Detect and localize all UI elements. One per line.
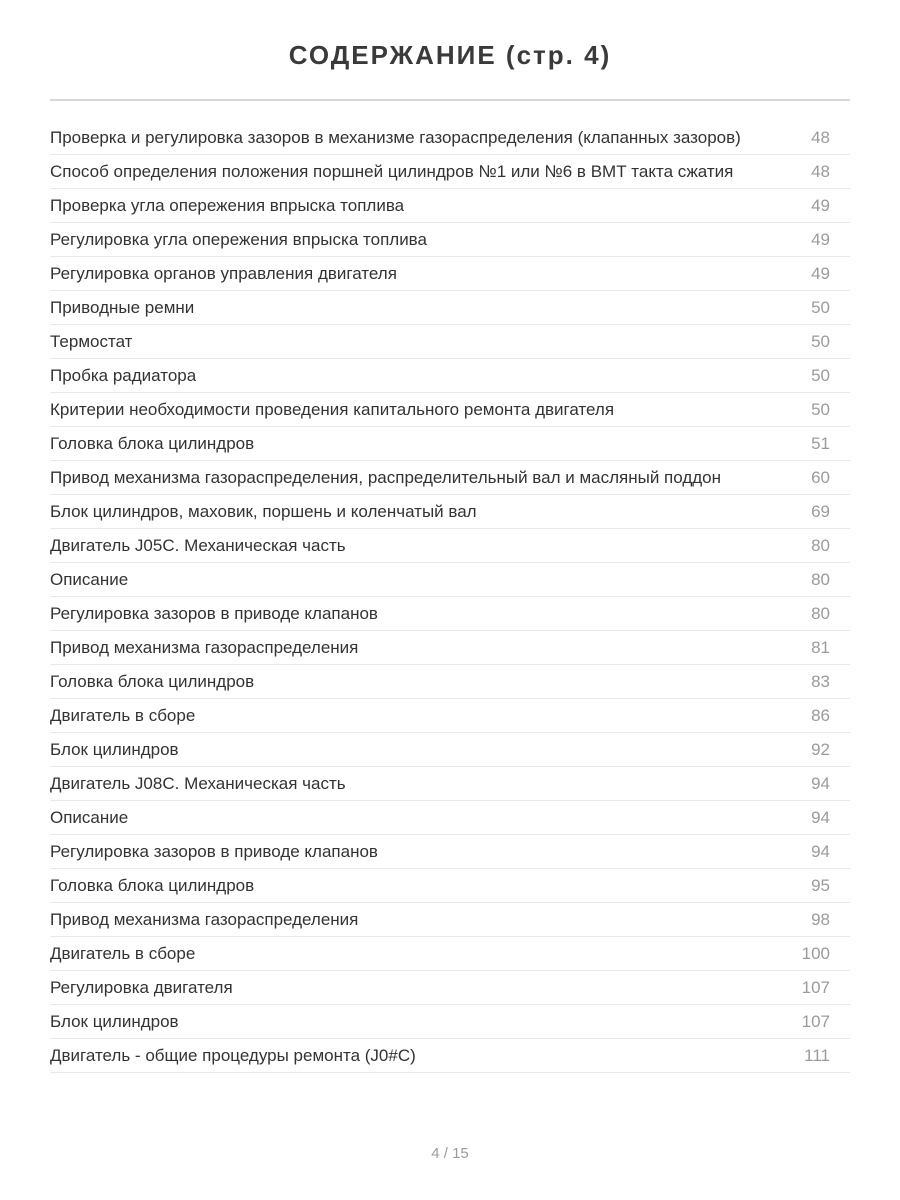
toc-entry-page-number: 48	[811, 161, 830, 181]
toc-entry-page-number: 51	[811, 433, 830, 453]
toc-entry-label: Регулировка органов управления двигателя	[50, 263, 397, 283]
toc-entry-page-number: 95	[811, 875, 830, 895]
toc-entry-row	[50, 461, 850, 495]
toc-entry-label: Головка блока цилиндров	[50, 433, 255, 453]
toc-entry-row	[50, 835, 850, 869]
toc-entry-row	[50, 427, 850, 461]
toc-entry-row	[50, 189, 850, 223]
toc-entry-label: Двигатель J08C. Механическая часть	[50, 773, 346, 793]
toc-entry-page-number: 94	[811, 807, 830, 827]
toc-entry-row	[50, 1039, 850, 1073]
toc-entry-page-number: 98	[811, 909, 830, 929]
toc-entry-page-number: 49	[811, 195, 830, 215]
toc-entry-row	[50, 1005, 850, 1039]
toc-entry-page-number: 80	[811, 535, 830, 555]
toc-entry-label: Двигатель J05C. Механическая часть	[50, 535, 346, 555]
toc-entry-row	[50, 393, 850, 427]
toc-entry-page-number: 81	[811, 637, 830, 657]
toc-entry-page-number: 80	[811, 569, 830, 589]
toc-entry-label: Регулировка двигателя	[50, 977, 233, 997]
toc-entry-row	[50, 223, 850, 257]
toc-entry-label: Блок цилиндров	[50, 739, 179, 759]
toc-entry-label: Регулировка зазоров в приводе клапанов	[50, 603, 378, 623]
toc-entry-row	[50, 597, 850, 631]
toc-entry-label: Регулировка угла опережения впрыска топлива	[50, 229, 427, 249]
toc-entry-page-number: 50	[811, 365, 830, 385]
toc-entry-page-number: 92	[811, 739, 830, 759]
toc-entry-page-number: 107	[801, 1011, 830, 1031]
toc-entry-page-number: 60	[811, 467, 830, 487]
toc-entry-page-number: 83	[811, 671, 830, 691]
toc-entry-row	[50, 733, 850, 767]
toc-entry-row	[50, 903, 850, 937]
toc-entry-row	[50, 529, 850, 563]
toc-entry-row	[50, 971, 850, 1005]
toc-entry-row	[50, 937, 850, 971]
toc-entry-row	[50, 325, 850, 359]
toc-list	[50, 121, 850, 1073]
toc-entry-page-number: 100	[801, 943, 830, 963]
toc-entry-page-number: 48	[811, 127, 830, 147]
toc-entry-page-number: 49	[811, 263, 830, 283]
toc-entry-row	[50, 121, 850, 155]
page-indicator: 4 / 15	[431, 1145, 469, 1162]
toc-entry-label: Привод механизма газораспределения	[50, 637, 359, 657]
toc-entry-row	[50, 767, 850, 801]
toc-entry-label: Проверка угла опережения впрыска топлива	[50, 195, 405, 215]
toc-entry-label: Двигатель в сборе	[50, 705, 196, 725]
toc-entry-label: Головка блока цилиндров	[50, 671, 255, 691]
toc-entry-page-number: 50	[811, 399, 830, 419]
toc-entry-label: Привод механизма газораспределения, распределительный вал и масляный поддон	[50, 467, 722, 487]
toc-entry-label: Критерии необходимости проведения капитального ремонта двигателя	[50, 399, 615, 419]
toc-entry-row	[50, 665, 850, 699]
toc-entry-label: Двигатель в сборе	[50, 943, 196, 963]
toc-entry-row	[50, 699, 850, 733]
toc-entry-page-number: 50	[811, 331, 830, 351]
toc-entry-page-number: 94	[811, 841, 830, 861]
toc-entry-label: Головка блока цилиндров	[50, 875, 255, 895]
toc-entry-row	[50, 257, 850, 291]
toc-entry-row	[50, 495, 850, 529]
toc-entry-label: Способ определения положения поршней цилиндров №1 или №6 в ВМТ такта сжатия	[50, 161, 734, 181]
toc-entry-page-number: 94	[811, 773, 830, 793]
toc-entry-label: Регулировка зазоров в приводе клапанов	[50, 841, 378, 861]
toc-entry-label: Термостат	[50, 331, 133, 351]
toc-entry-label: Приводные ремни	[50, 297, 195, 317]
toc-entry-page-number: 69	[811, 501, 830, 521]
toc-entry-page-number: 86	[811, 705, 830, 725]
toc-entry-label: Описание	[50, 569, 129, 589]
toc-entry-page-number: 111	[804, 1045, 830, 1065]
toc-entry-label: Блок цилиндров, маховик, поршень и коленчатый вал	[50, 501, 477, 521]
toc-entry-row	[50, 631, 850, 665]
toc-entry-page-number: 50	[811, 297, 830, 317]
toc-entry-row	[50, 291, 850, 325]
toc-entry-row	[50, 359, 850, 393]
toc-entry-page-number: 80	[811, 603, 830, 623]
toc-entry-page-number: 49	[811, 229, 830, 249]
toc-entry-row	[50, 869, 850, 903]
toc-entry-row	[50, 155, 850, 189]
toc-entry-label: Проверка и регулировка зазоров в механизме газораспределения (клапанных зазоров)	[50, 127, 741, 147]
toc-entry-label: Блок цилиндров	[50, 1011, 179, 1031]
toc-entry-page-number: 107	[801, 977, 830, 997]
header-divider	[50, 99, 850, 101]
toc-entry-row	[50, 801, 850, 835]
toc-entry-label: Описание	[50, 807, 129, 827]
toc-entry-row	[50, 563, 850, 597]
page-title: СОДЕРЖАНИЕ (стр. 4)	[288, 40, 612, 70]
toc-entry-label: Пробка радиатора	[50, 365, 197, 385]
toc-entry-label: Двигатель - общие процедуры ремонта (J0#C)	[50, 1045, 416, 1065]
toc-entry-label: Привод механизма газораспределения	[50, 909, 359, 929]
